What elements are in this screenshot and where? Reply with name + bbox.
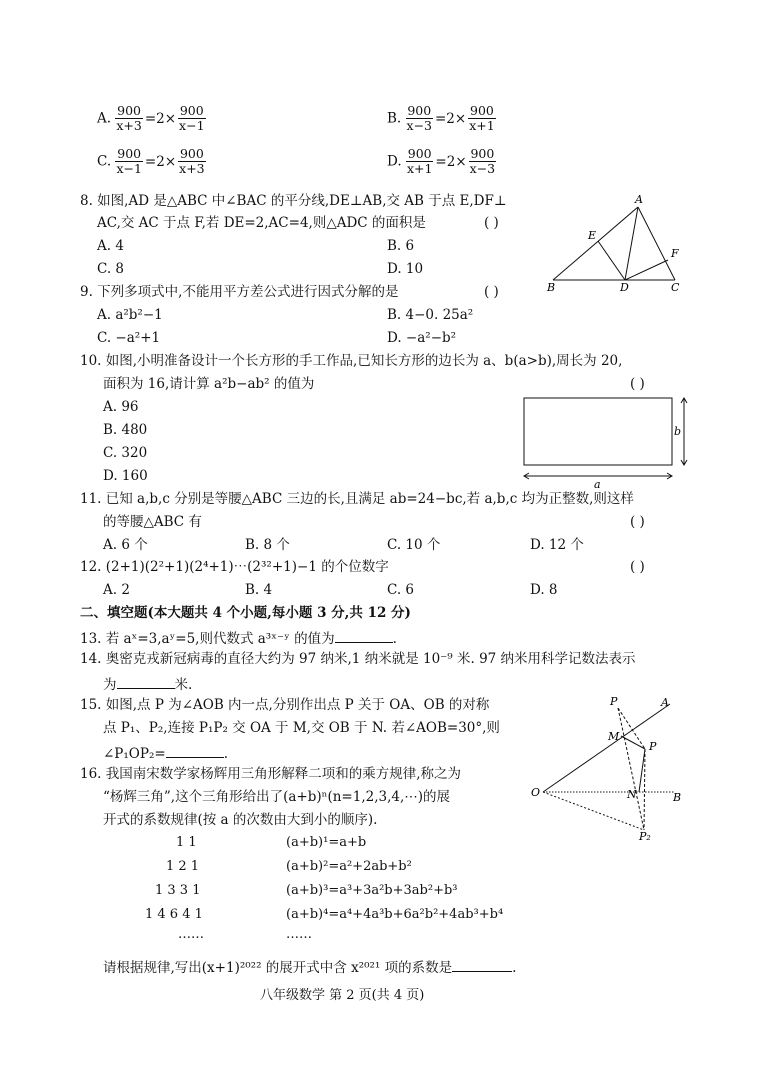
expansion-1: (a+b)¹=a+b xyxy=(286,835,367,850)
q10-option-a: A. 96 xyxy=(103,399,139,415)
segment-DF xyxy=(625,260,668,280)
bisector-AD xyxy=(625,207,638,280)
q15-answer-blank[interactable] xyxy=(166,743,224,758)
segment-DE xyxy=(598,241,625,280)
q14-line2: 为 米. xyxy=(103,674,192,693)
label-F: F xyxy=(671,247,679,260)
label-P1: P xyxy=(610,695,618,708)
label-D: D xyxy=(620,281,629,294)
q11-option-b: B. 8 个 xyxy=(245,537,290,553)
q10-stem-line2: 面积为 16,请计算 a²b−ab² 的值为 xyxy=(103,376,315,392)
label-A: A xyxy=(635,193,643,206)
q12-stem: 12. (2+1)(2²+1)(2⁴+1)⋯(2³²+1)−1 的个位数字 xyxy=(80,559,389,575)
q7-option-c: C. $\frac{900}{x-1}$ =2× $\frac{900}{x+3}$ xyxy=(97,146,205,177)
q10-option-c: C. 320 xyxy=(103,445,148,461)
expansion-4: (a+b)⁴=a⁴+4a³b+6a²b²+4ab³+b⁴ xyxy=(286,907,504,922)
q7-option-d: D. $\frac{900}{x+1}$ =2× $\frac{900}{x-3}$ xyxy=(387,146,496,177)
q12-option-d: D. 8 xyxy=(530,582,558,598)
expansion-ellipsis: …… xyxy=(286,927,312,942)
q10-option-d: D. 160 xyxy=(103,468,148,484)
label-a: a xyxy=(594,478,601,490)
label-P: P xyxy=(649,740,657,753)
q8-option-a: A. 4 xyxy=(97,238,124,254)
q7-option-a: A. $\frac{900}{x+3}$ =2× $\frac{900}{x-1}$ xyxy=(97,103,205,134)
q8-option-b: B. 6 xyxy=(387,238,415,254)
q15-stem-line1: 15. 如图,点 P 为∠AOB 内一点,分别作出点 P 关于 OA、OB 的对称 xyxy=(80,697,490,713)
q12-option-b: B. 4 xyxy=(245,582,273,598)
fraction: $\frac{900}{x+3}$ xyxy=(179,146,205,177)
q11-option-c: C. 10 个 xyxy=(387,537,441,553)
expansion-2: (a+b)²=a²+2ab+b² xyxy=(286,859,412,874)
q10-stem-line1: 10. 如图,小明准备设计一个长方形的手工作品,已知长方形的边长为 a、b(a>b),周长为 20, xyxy=(80,353,623,369)
q8-option-c: C. 8 xyxy=(97,261,125,277)
yanghui-row-3: 1 3 3 1 xyxy=(155,883,201,898)
fraction: $\frac{900}{x-3}$ xyxy=(406,103,432,134)
q8-stem-line1: 8. 如图,AD 是△ABC 中∠BAC 的平分线,DE⊥AB,交 AB 于点 E,DF⊥ xyxy=(80,193,507,209)
q9-answer-paren: ( ) xyxy=(484,284,499,300)
fraction: $\frac{900}{x+1}$ xyxy=(469,103,495,134)
q11-answer-paren: ( ) xyxy=(630,514,645,530)
q16-answer-blank[interactable] xyxy=(452,957,512,972)
label-N: N xyxy=(627,788,637,801)
q8-option-d: D. 10 xyxy=(387,261,424,277)
segment-P1P2 xyxy=(618,708,644,830)
page-footer: 八年级数学 第 2 页(共 4 页) xyxy=(260,988,425,1003)
label-M: M xyxy=(608,730,620,743)
q14-answer-blank[interactable] xyxy=(117,674,175,689)
q16-stem-line3: 开式的系数规律(按 a 的次数由大到小的顺序). xyxy=(103,812,378,828)
q15-stem-line2: 点 P₁、P₂,连接 P₁P₂ 交 OA 于 M,交 OB 于 N. 若∠AOB=30°,则 xyxy=(103,720,500,736)
q9-option-b: B. 4−0. 25a² xyxy=(387,307,474,323)
q9-option-d: D. −a²−b² xyxy=(387,330,457,346)
q12-answer-paren: ( ) xyxy=(630,559,645,575)
q15-line3: ∠P₁OP₂= . xyxy=(103,743,228,762)
label-O: O xyxy=(531,786,541,799)
q14-stem-line1: 14. 奥密克戎新冠病毒的直径大约为 97 纳米,1 纳米就是 10⁻⁹ 米. 97 纳米用科学记数法表示 xyxy=(80,651,636,667)
q8-triangle-figure xyxy=(540,190,690,295)
rectangle xyxy=(524,398,672,465)
q11-stem-line1: 11. 已知 a,b,c 分别是等腰△ABC 三边的长,且满足 ab=24−bc,若 a,b,c 均为正整数,则这样 xyxy=(80,491,634,507)
q9-option-a: A. a²b²−1 xyxy=(97,307,163,323)
q10-rectangle-figure xyxy=(518,392,690,490)
side-AC xyxy=(638,207,675,280)
q11-option-d: D. 12 个 xyxy=(530,537,584,553)
q9-option-c: C. −a²+1 xyxy=(97,330,161,346)
fraction: $\frac{900}{x+3}$ xyxy=(116,103,142,134)
fraction: $\frac{900}{x-1}$ xyxy=(179,103,205,134)
q15-angle-figure xyxy=(528,694,688,844)
label-B: B xyxy=(547,281,556,294)
label-b: b xyxy=(674,425,682,438)
q12-option-c: C. 6 xyxy=(387,582,415,598)
q13-answer-blank[interactable] xyxy=(335,628,393,643)
yanghui-row-ellipsis: …… xyxy=(178,927,204,942)
q8-answer-paren: ( ) xyxy=(484,215,499,231)
q7-option-b: B. $\frac{900}{x-3}$ =2× $\frac{900}{x+1}$ xyxy=(387,103,495,134)
fraction: $\frac{900}{x-1}$ xyxy=(116,146,142,177)
q16-stem-line1: 16. 我国南宋数学家杨辉用三角形解释二项和的乘方规律,称之为 xyxy=(80,766,462,782)
yanghui-row-2: 1 2 1 xyxy=(166,859,200,874)
fraction: $\frac{900}{x+1}$ xyxy=(406,146,433,177)
side-AB xyxy=(553,207,638,280)
q10-option-b: B. 480 xyxy=(103,422,148,438)
section-heading-fill-in: 二、填空题(本大题共 4 个小题,每小题 3 分,共 12 分) xyxy=(80,605,411,621)
label-B: B xyxy=(673,791,682,804)
q8-stem-line2: AC,交 AC 于点 F,若 DE=2,AC=4,则△ADC 的面积是 xyxy=(97,215,426,231)
q16-question: 请根据规律,写出(x+1)²⁰²² 的展开式中含 x²⁰²¹ 项的系数是 . xyxy=(103,957,516,976)
q16-stem-line2: “杨辉三角”,这个三角形给出了(a+b)ⁿ(n=1,2,3,4,⋯)的展 xyxy=(103,789,451,805)
label-E: E xyxy=(588,229,597,242)
q12-option-a: A. 2 xyxy=(103,582,130,598)
q13: 13. 若 aˣ=3,aʸ=5,则代数式 a³ˣ⁻ʸ 的值为 . xyxy=(80,628,397,647)
label-P2: P₂ xyxy=(639,830,651,843)
q9-stem: 9. 下列多项式中,不能用平方差公式进行因式分解的是 xyxy=(80,284,399,300)
q11-option-a: A. 6 个 xyxy=(103,537,148,553)
label-C: C xyxy=(671,281,680,294)
fraction: $\frac{900}{x-3}$ xyxy=(469,146,496,177)
yanghui-row-1: 1 1 xyxy=(176,835,197,850)
expansion-3: (a+b)³=a³+3a²b+3ab²+b³ xyxy=(286,883,458,898)
yanghui-row-4: 1 4 6 4 1 xyxy=(145,907,203,922)
label-A: A xyxy=(661,696,669,709)
q11-stem-line2: 的等腰△ABC 有 xyxy=(103,514,202,530)
q10-answer-paren: ( ) xyxy=(630,376,645,392)
